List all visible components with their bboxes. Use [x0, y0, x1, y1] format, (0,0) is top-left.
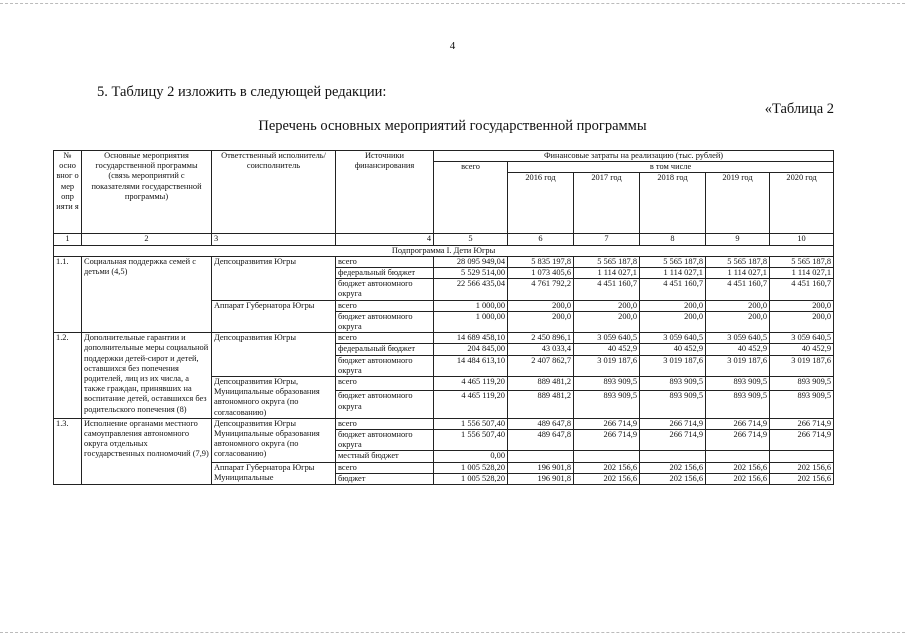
value-year: 893 909,5: [770, 391, 834, 418]
value-year: 43 033,4: [508, 344, 574, 355]
value-year: 196 901,8: [508, 473, 574, 484]
value-year: [508, 451, 574, 462]
value-year: 4 451 160,7: [706, 279, 770, 300]
scan-edge-top: [0, 3, 905, 4]
funding-source: всего: [336, 377, 434, 391]
value-total: 1 556 507,40: [434, 430, 508, 451]
table-title: Перечень основных мероприятий государственной программы: [258, 118, 647, 134]
value-year: 3 019 187,6: [706, 355, 770, 376]
col-number: 4: [336, 234, 434, 245]
value-year: [574, 451, 640, 462]
col-number: 6: [508, 234, 574, 245]
page-number: 4: [449, 40, 456, 52]
subprogram-row: [54, 245, 834, 256]
executor-cell: Депсоцразвития Югры: [212, 256, 336, 300]
funding-source: всего: [336, 300, 434, 311]
header-executor: Ответственный исполнитель/ соисполнитель: [212, 151, 336, 234]
value-total: 0,00: [434, 451, 508, 462]
col-number: 8: [640, 234, 706, 245]
value-total: 1 556 507,40: [434, 418, 508, 429]
value-year: 266 714,9: [706, 418, 770, 429]
value-year: [640, 451, 706, 462]
value-total: 4 465 119,20: [434, 391, 508, 418]
value-year: 1 114 027,1: [574, 268, 640, 279]
value-total: 5 529 514,00: [434, 268, 508, 279]
executor-cell: Депсоцразвития Югры, Муниципальные образования автономного округа (по согласованию): [212, 377, 336, 419]
table-row: [54, 256, 834, 267]
activity-number: 1.1.: [54, 256, 82, 332]
value-year: 202 156,6: [574, 462, 640, 473]
value-year: 200,0: [706, 300, 770, 311]
table-label: «Таблица 2: [764, 101, 834, 117]
funding-source: бюджет автономного округа: [336, 355, 434, 376]
value-year: [706, 451, 770, 462]
value-year: 2 450 896,1: [508, 333, 574, 344]
value-total: 14 484 613,10: [434, 355, 508, 376]
funding-source: местный бюджет: [336, 451, 434, 462]
value-total: 1 000,00: [434, 311, 508, 332]
value-year: 489 647,8: [508, 418, 574, 429]
value-year: 1 114 027,1: [640, 268, 706, 279]
value-year: 4 451 160,7: [770, 279, 834, 300]
value-year: 202 156,6: [706, 473, 770, 484]
value-year: [770, 451, 834, 462]
value-year: 200,0: [640, 311, 706, 332]
value-year: 1 114 027,1: [770, 268, 834, 279]
value-year: 200,0: [574, 300, 640, 311]
header-costs: Финансовые затраты на реализацию (тыс. рублей): [434, 151, 834, 162]
scan-edge-bottom: [0, 632, 905, 633]
value-year: 3 059 640,5: [706, 333, 770, 344]
value-year: 893 909,5: [640, 391, 706, 418]
col-number: 1: [54, 234, 82, 245]
funding-source: всего: [336, 256, 434, 267]
value-year: 200,0: [508, 300, 574, 311]
activity-number: 1.3.: [54, 418, 82, 484]
value-total: 1 005 528,20: [434, 462, 508, 473]
value-total: 1 005 528,20: [434, 473, 508, 484]
funding-source: бюджет автономного округа: [336, 391, 434, 418]
funding-source: всего: [336, 333, 434, 344]
header-activities: Основные мероприятия государственной программы (связь мероприятий с показателями государственной программы): [82, 151, 212, 234]
funding-source: всего: [336, 462, 434, 473]
value-year: 4 761 792,2: [508, 279, 574, 300]
col-number: 2: [82, 234, 212, 245]
value-year: 266 714,9: [640, 430, 706, 451]
value-year: 893 909,5: [574, 391, 640, 418]
value-year: 893 909,5: [770, 377, 834, 391]
value-year: 266 714,9: [770, 418, 834, 429]
col-number: 7: [574, 234, 640, 245]
funding-source: бюджет автономного округа: [336, 430, 434, 451]
funding-source: бюджет автономного округа: [336, 279, 434, 300]
funding-source: бюджет автономного округа: [336, 311, 434, 332]
program-activities-table: [53, 150, 834, 485]
value-year: 489 647,8: [508, 430, 574, 451]
column-number-row: [54, 234, 834, 245]
value-year: 202 156,6: [706, 462, 770, 473]
value-year: 889 481,2: [508, 377, 574, 391]
value-total: 1 000,00: [434, 300, 508, 311]
activity-number: 1.2.: [54, 333, 82, 419]
value-year: 200,0: [770, 311, 834, 332]
funding-source: всего: [336, 418, 434, 429]
value-year: 5 565 187,8: [706, 256, 770, 267]
col-number: 3: [212, 234, 336, 245]
funding-source: федеральный бюджет: [336, 344, 434, 355]
value-year: 266 714,9: [706, 430, 770, 451]
header-year-2016: 2016 год: [508, 173, 574, 234]
value-year: 202 156,6: [640, 473, 706, 484]
value-year: 266 714,9: [574, 430, 640, 451]
value-total: 204 845,00: [434, 344, 508, 355]
table-row: [54, 333, 834, 344]
value-total: 14 689 458,10: [434, 333, 508, 344]
value-year: 40 452,9: [706, 344, 770, 355]
activity-name: Социальная поддержка семей с детьми (4,5): [82, 256, 212, 332]
subprogram-title: Подпрограмма I. Дети Югры: [54, 245, 834, 256]
value-year: 200,0: [574, 311, 640, 332]
col-number: 9: [706, 234, 770, 245]
value-year: 889 481,2: [508, 391, 574, 418]
header-including: в том числе: [508, 162, 834, 173]
value-year: 40 452,9: [640, 344, 706, 355]
value-year: 266 714,9: [574, 418, 640, 429]
value-year: 3 059 640,5: [574, 333, 640, 344]
activity-name: Исполнение органами местного самоуправления автономного округа отдельных государственных полномочий (7,9): [82, 418, 212, 484]
value-year: 5 835 197,8: [508, 256, 574, 267]
activity-name: Дополнительные гарантии и дополнительные меры социальной поддержки детей-сирот и детей, оставшихся без попечения родителей, лиц из их числа, а также граждан, принявших на воспитание детей, оставшихся без родительского попечения (8): [82, 333, 212, 419]
instruction-text: 5. Таблицу 2 изложить в следующей редакции:: [97, 84, 387, 100]
executor-cell: Депсоцразвития Югры: [212, 333, 336, 377]
value-year: 4 451 160,7: [640, 279, 706, 300]
value-year: 266 714,9: [770, 430, 834, 451]
value-year: 1 073 405,6: [508, 268, 574, 279]
header-year-2017: 2017 год: [574, 173, 640, 234]
value-year: 5 565 187,8: [640, 256, 706, 267]
value-total: 4 465 119,20: [434, 377, 508, 391]
value-year: 200,0: [640, 300, 706, 311]
col-number: 10: [770, 234, 834, 245]
value-total: 22 566 435,04: [434, 279, 508, 300]
value-year: 893 909,5: [706, 377, 770, 391]
value-year: 893 909,5: [706, 391, 770, 418]
value-year: 893 909,5: [574, 377, 640, 391]
header-year-2020: 2020 год: [770, 173, 834, 234]
header-year-2019: 2019 год: [706, 173, 770, 234]
value-year: 4 451 160,7: [574, 279, 640, 300]
header-row-1: [54, 151, 834, 162]
table-row: [54, 418, 834, 429]
value-total: 28 095 949,04: [434, 256, 508, 267]
value-year: 2 407 862,7: [508, 355, 574, 376]
value-year: 202 156,6: [770, 473, 834, 484]
header-total: всего: [434, 162, 508, 234]
value-year: 3 019 187,6: [640, 355, 706, 376]
value-year: 5 565 187,8: [574, 256, 640, 267]
funding-source: федеральный бюджет: [336, 268, 434, 279]
col-number: 5: [434, 234, 508, 245]
executor-cell: Аппарат Губернатора Югры: [212, 300, 336, 333]
header-sources: Источники финансирования: [336, 151, 434, 234]
value-year: 202 156,6: [574, 473, 640, 484]
value-year: 200,0: [770, 300, 834, 311]
header-num: № осно вног о мер опр ияти я: [54, 151, 82, 234]
value-year: 202 156,6: [640, 462, 706, 473]
value-year: 3 019 187,6: [574, 355, 640, 376]
value-year: 893 909,5: [640, 377, 706, 391]
value-year: 266 714,9: [640, 418, 706, 429]
executor-cell: Аппарат Губернатора Югры Муниципальные: [212, 462, 336, 484]
header-year-2018: 2018 год: [640, 173, 706, 234]
value-year: 40 452,9: [770, 344, 834, 355]
value-year: 3 019 187,6: [770, 355, 834, 376]
value-year: 200,0: [706, 311, 770, 332]
value-year: 200,0: [508, 311, 574, 332]
value-year: 1 114 027,1: [706, 268, 770, 279]
value-year: 3 059 640,5: [770, 333, 834, 344]
value-year: 202 156,6: [770, 462, 834, 473]
value-year: 3 059 640,5: [640, 333, 706, 344]
value-year: 40 452,9: [574, 344, 640, 355]
value-year: 196 901,8: [508, 462, 574, 473]
executor-cell: Депсоцразвития Югры Муниципальные образования автономного округа (по согласованию): [212, 418, 336, 462]
value-year: 5 565 187,8: [770, 256, 834, 267]
funding-source: бюджет: [336, 473, 434, 484]
